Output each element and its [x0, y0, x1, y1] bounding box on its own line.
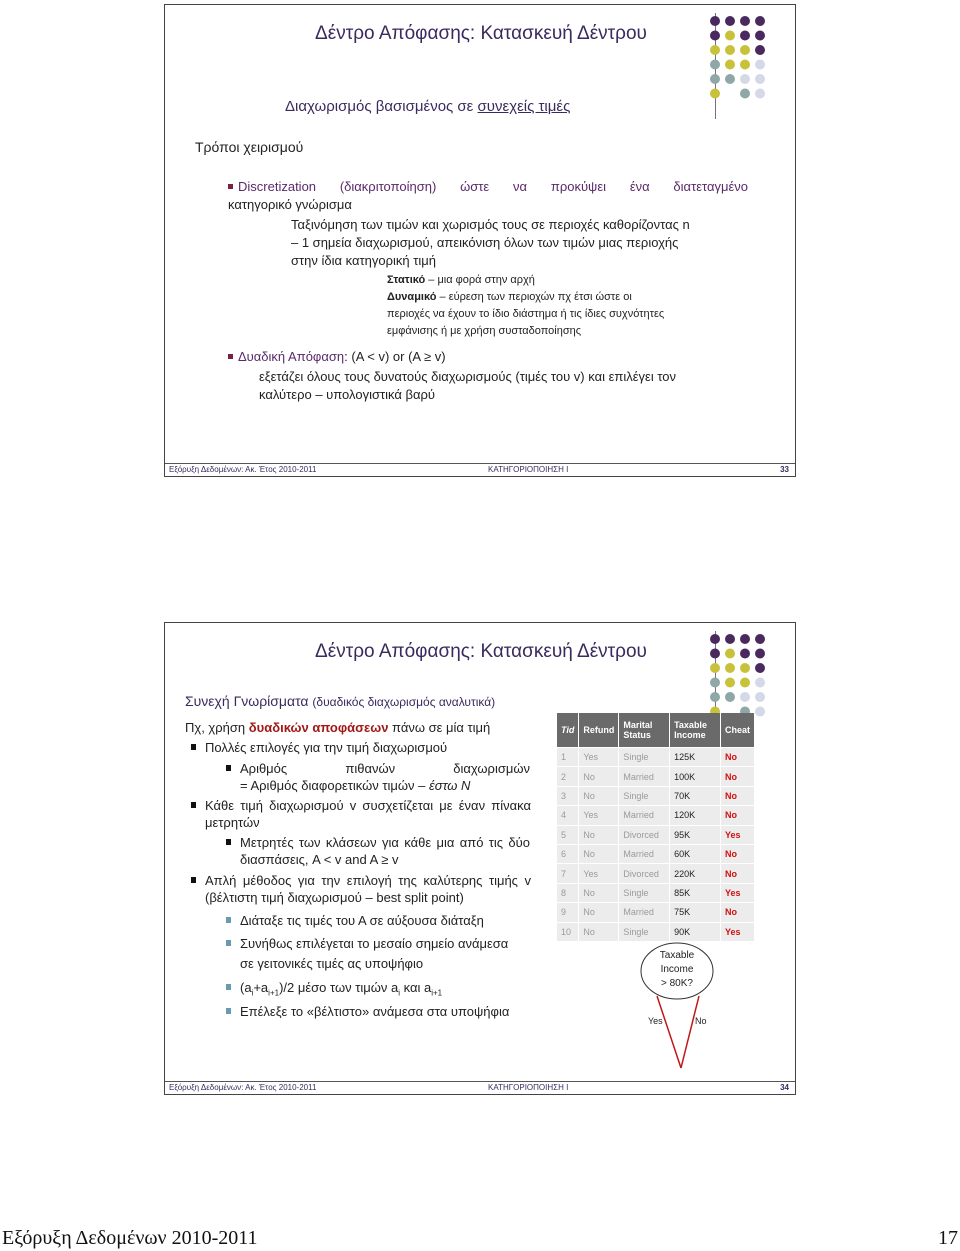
table-cell: No — [579, 903, 619, 922]
decor-dot — [755, 663, 765, 673]
decor-dot — [755, 45, 765, 55]
intro — [185, 719, 490, 736]
p2-text: Κάθε τιμή διαχωρισμού v συσχετίζεται με έναν πίνακα — [205, 798, 531, 813]
table-header-cell: Marital Status — [619, 713, 670, 748]
decor-dot — [740, 692, 750, 702]
point-2-line2: μετρητών — [205, 815, 260, 830]
decor-dot — [725, 678, 735, 688]
point-1: Πολλές επιλογές για την τιμή διαχωρισμού — [205, 740, 448, 755]
p3c-i: i — [251, 988, 254, 998]
dynamic-text2: περιοχές να έχουν το ίδιο διάστημα ή τις ίδιες συχνότητες — [387, 308, 665, 320]
decor-dot — [755, 89, 765, 99]
table-cell: 85K — [670, 883, 721, 902]
footer-page: 34 — [780, 1083, 789, 1092]
heading-small: (δυαδικός διαχωρισμός αναλυτικά) — [312, 695, 496, 709]
p3c-i1: i+1 — [268, 988, 280, 998]
table-cell: Married — [619, 903, 670, 922]
point-1a-line2 — [240, 777, 470, 794]
footer-page: 33 — [780, 465, 789, 474]
table-cell: 5 — [557, 825, 579, 844]
dynamic-line — [387, 289, 632, 306]
point-2a-line2: διασπάσεις, A < v and A ≥ v — [240, 852, 399, 867]
p3c-plus: +a — [253, 980, 269, 995]
intro-red: δυαδικών αποφάσεων — [248, 720, 389, 735]
branch-yes-line — [657, 996, 681, 1068]
table-header-cell: Cheat — [720, 713, 754, 748]
decor-dot — [710, 89, 720, 99]
dynamic-label: Δυναμικό — [387, 291, 437, 303]
b2-sub1: εξετάζει όλους τους δυνατούς διαχωρισμούς (τιμές του v) και επιλέγει τον — [259, 369, 677, 384]
p3-text: Απλή μέθοδος για την επιλογή της καλύτερης τιμής v — [205, 873, 531, 888]
node-line3: > 80K? — [661, 978, 693, 989]
branch-no-line — [681, 996, 699, 1068]
table-cell: 1 — [557, 748, 579, 767]
branch-yes-label: Yes — [648, 1016, 663, 1026]
table-cell: No — [579, 844, 619, 863]
table-cell: Yes — [579, 748, 619, 767]
p3c-and: και a — [400, 980, 432, 995]
decor-dot — [710, 692, 720, 702]
section-heading: Τρόποι χειρισμού — [195, 139, 304, 155]
table-row — [557, 806, 755, 825]
p1a-text: Αριθμός πιθανών διαχωρισμών — [240, 761, 530, 776]
table-cell: 8 — [557, 883, 579, 902]
table-cell: Yes — [579, 806, 619, 825]
footer-left: Εξόρυξη Δεδομένων: Ακ. Έτος 2010-2011 — [169, 1083, 317, 1092]
table-cell: Single — [619, 748, 670, 767]
slide-33 — [164, 4, 796, 477]
p3c-i-2: i — [398, 988, 401, 998]
decor-dot — [725, 74, 735, 84]
decor-dot — [755, 692, 765, 702]
point-2-line1 — [205, 797, 531, 814]
table-cell: No — [720, 748, 754, 767]
b2-label: Δυαδική Απόφαση — [238, 349, 345, 364]
table-cell: 90K — [670, 922, 721, 941]
table-cell: No — [579, 883, 619, 902]
p3c-mid: )/2 μέσο των τιμών a — [279, 980, 399, 995]
table-header-cell: Refund — [579, 713, 619, 748]
table-cell: 4 — [557, 806, 579, 825]
table-cell: Single — [619, 786, 670, 805]
p3c-a: (a — [240, 980, 252, 995]
table-row — [557, 864, 755, 883]
table-cell: 10 — [557, 922, 579, 941]
decor-dot — [755, 707, 765, 717]
p1a2-text: = Αριθμός διαφορετικών τιμών – — [240, 778, 430, 793]
table-header-cell: Taxable Income — [670, 713, 721, 748]
decor-dot — [710, 678, 720, 688]
slide-title: Δέντρο Απόφασης: Κατασκευή Δέντρου — [315, 641, 647, 662]
decor-dot — [740, 89, 750, 99]
table-cell: No — [720, 903, 754, 922]
page-footer-left: Εξόρυξη Δεδομένων 2010-2011 — [2, 1227, 258, 1249]
table-cell: Yes — [720, 883, 754, 902]
table-row — [557, 748, 755, 767]
table-cell: No — [720, 844, 754, 863]
table-cell: 60K — [670, 844, 721, 863]
decor-dot — [710, 74, 720, 84]
table-cell: Married — [619, 806, 670, 825]
b1-sub1: Ταξινόμηση των τιμών και χωρισμός τους σε περιοχές καθορίζοντας n — [291, 217, 690, 232]
heading-main: Συνεχή Γνωρίσματα — [185, 693, 313, 709]
static-line — [387, 272, 535, 289]
table-cell: No — [720, 864, 754, 883]
point-3-line2: (βέλτιστη τιμή διαχωρισμού – best split point) — [205, 890, 464, 905]
intro-suffix: πάνω σε μία τιμή — [388, 720, 491, 735]
node-line2: Income — [660, 964, 694, 975]
slide-footer — [165, 1081, 795, 1094]
point-3c — [240, 979, 442, 1002]
table-cell: 3 — [557, 786, 579, 805]
static-text: – μια φορά στην αρχή — [425, 274, 535, 286]
subtitle-prefix: Διαχωρισμός βασισμένος σε — [285, 98, 478, 115]
table-cell: No — [579, 767, 619, 786]
b1-sub2: – 1 σημεία διαχωρισμού, απεικόνιση όλων των τιμών μιας περιοχής — [291, 235, 679, 250]
dynamic-text1: – εύρεση των περιοχών πχ έτσι ώστε οι — [436, 291, 632, 303]
page-footer-right: 17 — [938, 1227, 958, 1249]
b2-text: : (A < v) or (A ≥ v) — [344, 349, 446, 364]
heading — [185, 693, 495, 711]
decor-dot — [725, 45, 735, 55]
decor-dot — [725, 60, 735, 70]
table-row — [557, 767, 755, 786]
table-cell: 120K — [670, 806, 721, 825]
node-label — [647, 949, 707, 991]
table-cell: Single — [619, 883, 670, 902]
decor-dot — [740, 60, 750, 70]
b1-sub3: στην ίδια κατηγορική τιμή — [291, 253, 436, 268]
decor-dot — [740, 45, 750, 55]
slide-footer — [165, 463, 795, 476]
table-cell: 220K — [670, 864, 721, 883]
b1-line1: Discretization (διακριτοποίηση) ώστε να προκύψει ένα διατεταγμένο — [238, 179, 748, 194]
point-1a-line1 — [240, 760, 530, 777]
slide-34 — [164, 622, 796, 1095]
b2-sub2: καλύτερο – υπολογιστικά βαρύ — [259, 387, 435, 402]
decor-dot — [740, 663, 750, 673]
table-cell: Divorced — [619, 825, 670, 844]
node-line1: Taxable — [659, 950, 695, 961]
bullet-discretization — [238, 178, 748, 195]
footer-mid: ΚΑΤΗΓΟΡΙΟΠΟΙΗΣΗ Ι — [488, 1083, 569, 1092]
point-3b-line1: Συνήθως επιλέγεται το μεσαίο σημείο ανάμεσα — [240, 936, 509, 951]
table-cell: 9 — [557, 903, 579, 922]
dynamic-text3: εμφάνισης ή με χρήση συσταδοποίησης — [387, 325, 582, 337]
decor-dot — [755, 60, 765, 70]
table-cell: 100K — [670, 767, 721, 786]
p3c-i1-2: i+1 — [431, 988, 443, 998]
p2a-text: Μετρητές των κλάσεων για κάθε μια από τις δύο — [240, 835, 530, 850]
table-cell: Yes — [720, 922, 754, 941]
table-body — [557, 748, 755, 941]
decor-dot — [755, 678, 765, 688]
decor-dot — [710, 60, 720, 70]
table-cell: 125K — [670, 748, 721, 767]
intro-prefix: Πχ, χρήση — [185, 720, 249, 735]
table-cell: No — [579, 825, 619, 844]
table-cell: No — [720, 806, 754, 825]
table-cell: 70K — [670, 786, 721, 805]
decor-dot — [740, 74, 750, 84]
table-cell: No — [720, 786, 754, 805]
table-cell: No — [579, 786, 619, 805]
table-row — [557, 903, 755, 922]
point-3a: Διάταξε τις τιμές του Α σε αύξουσα διάταξη — [240, 913, 484, 928]
branch-no-label: No — [695, 1016, 707, 1026]
table-cell: 75K — [670, 903, 721, 922]
footer-left: Εξόρυξη Δεδομένων: Ακ. Έτος 2010-2011 — [169, 465, 317, 474]
b1-line2: κατηγορικό γνώρισμα — [228, 197, 352, 212]
decor-dot — [710, 45, 720, 55]
slide-title: Δέντρο Απόφασης: Κατασκευή Δέντρου — [315, 23, 647, 44]
table-row — [557, 786, 755, 805]
subtitle-link[interactable]: συνεχείς τιμές — [477, 98, 571, 115]
table-cell: 6 — [557, 844, 579, 863]
table-cell: Yes — [720, 825, 754, 844]
table-row — [557, 825, 755, 844]
static-label: Στατικό — [387, 274, 426, 286]
table-cell: 2 — [557, 767, 579, 786]
table-cell: No — [720, 767, 754, 786]
subtitle — [285, 98, 570, 115]
table-cell: Yes — [579, 864, 619, 883]
bullet-binary — [238, 348, 446, 365]
table-cell: Divorced — [619, 864, 670, 883]
footer-mid: ΚΑΤΗΓΟΡΙΟΠΟΙΗΣΗ Ι — [488, 465, 569, 474]
decor-dot — [710, 663, 720, 673]
table-cell: 7 — [557, 864, 579, 883]
table-header-row — [557, 713, 755, 748]
decor-dot — [740, 678, 750, 688]
decor-dot — [725, 692, 735, 702]
point-3-line1 — [205, 872, 531, 889]
table-cell: No — [579, 922, 619, 941]
table-cell: Married — [619, 767, 670, 786]
table-cell: Single — [619, 922, 670, 941]
point-3d: Επέλεξε το «βέλτιστο» ανάμεσα στα υποψήφια — [240, 1004, 510, 1019]
point-2a-line1 — [240, 834, 530, 851]
point-3b-line2: σε γειτονικές τιμές ας υποψήφιο — [240, 956, 424, 971]
p1a2-italic: έστω Ν — [429, 778, 471, 793]
table-row — [557, 883, 755, 902]
decor-dot — [725, 663, 735, 673]
decor-dot — [755, 74, 765, 84]
table-cell: 95K — [670, 825, 721, 844]
table-cell: Married — [619, 844, 670, 863]
data-table — [557, 713, 755, 941]
table-header-cell: Tid — [557, 713, 579, 748]
table-row — [557, 844, 755, 863]
